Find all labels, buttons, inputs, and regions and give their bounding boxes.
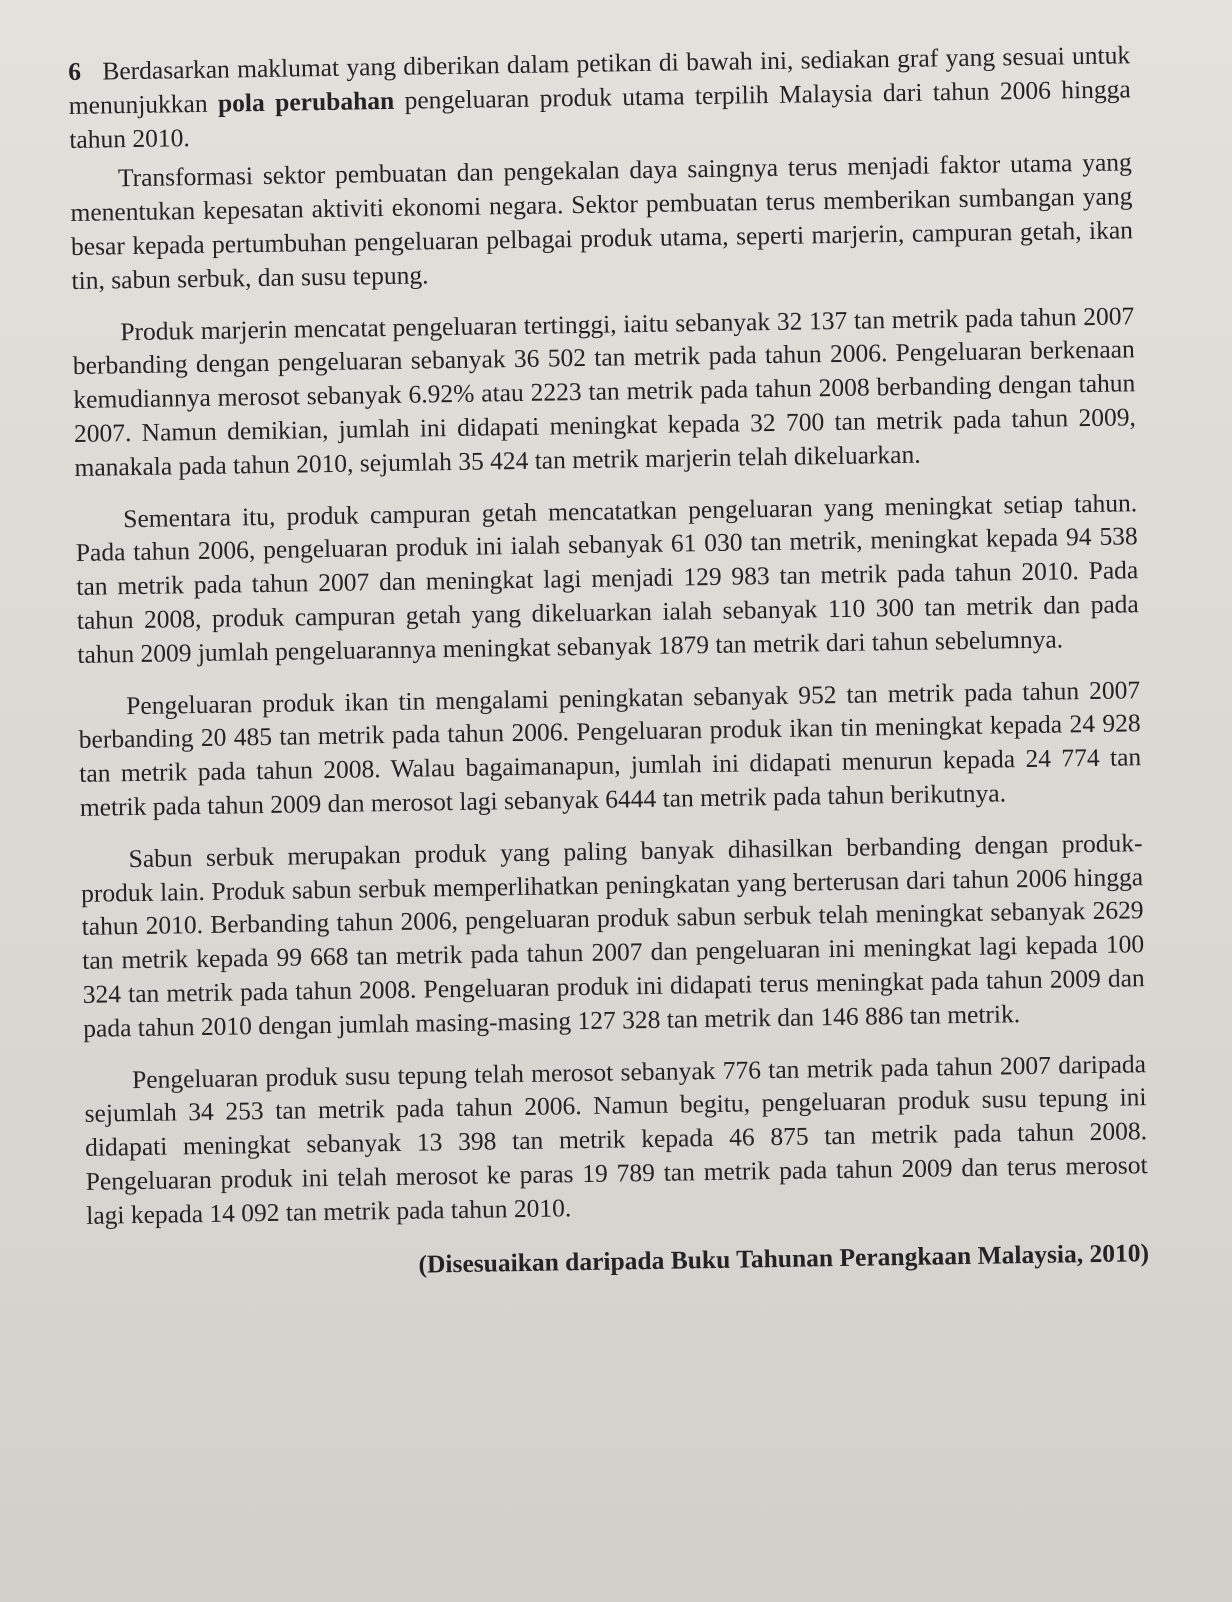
paragraph-ikan-tin: Pengeluaran produk ikan tin mengalami peningkatan sebanyak 952 tan metrik pada tahun 2007 berbanding 20 485 tan metrik pada tahun 2006. Pengeluaran produk ikan tin meningkat kepada 24 928 tan metrik pada tahun 2008. Walau bagaimanapun, jumlah ini didapati menurun kepada 24 774 tan metrik pada tahun 2009 dan merosot lagi sebanyak 6444 tan metrik pada tahun berikutnya. bbox=[78, 674, 1142, 822]
question-text-start: Berdasarkan maklumat yang diberikan dalam petikan di bawah ini, sediakan graf yang sesuai untuk menunjukkan bbox=[68, 40, 1131, 120]
question-bold-phrase: pola perubahan bbox=[217, 85, 395, 118]
source-citation: (Disesuaikan daripada Buku Tahunan Perangkaan Malaysia, 2010) bbox=[418, 1237, 1150, 1279]
paragraph-sabun-serbuk: Sabun serbuk merupakan produk yang paling banyak dihasilkan berbanding dengan produk-produk lain. Produk sabun serbuk memperlihatkan peningkatan yang berterusan dari tahun 2006 hingga tahun 2010. Berbanding tahun 2006, pengeluaran produk sabun serbuk telah meningkat sebanyak 2629 tan metrik kepada 99 668 tan metrik pada tahun 2007 dan pengeluaran ini meningkat lagi kepada 100 324 tan metrik pada tahun 2008. Pengeluaran produk ini didapati terus meningkat pada tahun 2009 dan pada tahun 2010 dengan jumlah masing-masing 127 328 tan metrik dan 146 886 tan metrik. bbox=[80, 827, 1145, 1043]
paragraph-susu-tepung: Pengeluaran produk susu tepung telah merosot sebanyak 776 tan metrik pada tahun 2007 daripada sejumlah 34 253 tan metrik pada tahun 2006. Namun begitu, pengeluaran produk susu tepung ini didapati meningkat sebanyak 13 398 tan metrik kepada 46 875 tan metrik pada tahun 2008. Pengeluaran produk ini telah merosot ke paras 19 789 tan metrik pada tahun 2009 dan terus merosot lagi kepada 14 092 tan metrik pada tahun 2010. bbox=[84, 1048, 1148, 1230]
question-prompt bbox=[68, 38, 1131, 156]
question-number: 6 bbox=[68, 56, 82, 86]
question-text-end: pengeluaran produk utama terpilih Malaysia dari tahun 2006 hingga tahun 2010. bbox=[69, 74, 1131, 154]
paragraph-intro: Transformasi sektor pembuatan dan pengekalan daya saingnya terus menjadi faktor utama yang menentukan kepesatan aktiviti ekonomi negara. Sektor pembuatan terus memberikan sumbangan yang besar kepada pertumbuhan pengeluaran pelbagai produk utama, seperti marjerin, campuran getah, ikan tin, sabun serbuk, dan susu tepung. bbox=[70, 147, 1134, 295]
paragraph-campuran-getah: Sementara itu, produk campuran getah mencatatkan pengeluaran yang meningkat setiap tahun. Pada tahun 2006, pengeluaran produk ini ialah sebanyak 61 030 tan metrik, meningkat kepada 94 538 tan metrik pada tahun 2007 dan meningkat lagi menjadi 129 983 tan metrik pada tahun 2010. Pada tahun 2008, produk campuran getah yang dikeluarkan ialah sebanyak 110 300 tan metrik dan pada tahun 2009 jumlah pengeluarannya meningkat sebanyak 1879 tan metrik dari tahun sebelumnya. bbox=[75, 487, 1139, 669]
passage bbox=[68, 38, 1149, 1286]
paragraph-marjerin: Produk marjerin mencatat pengeluaran tertinggi, iaitu sebanyak 32 137 tan metrik pada tahun 2007 berbanding dengan pengeluaran sebanyak 36 502 tan metrik pada tahun 2006. Pengeluaran berkenaan kemudiannya merosot sebanyak 6.92% atau 2223 tan metrik pada tahun 2008 berbanding dengan tahun 2007. Namun demikian, jumlah ini didapati meningkat kepada 32 700 tan metrik pada tahun 2009, manakala pada tahun 2010, sejumlah 35 424 tan metrik marjerin telah dikeluarkan. bbox=[72, 300, 1137, 482]
